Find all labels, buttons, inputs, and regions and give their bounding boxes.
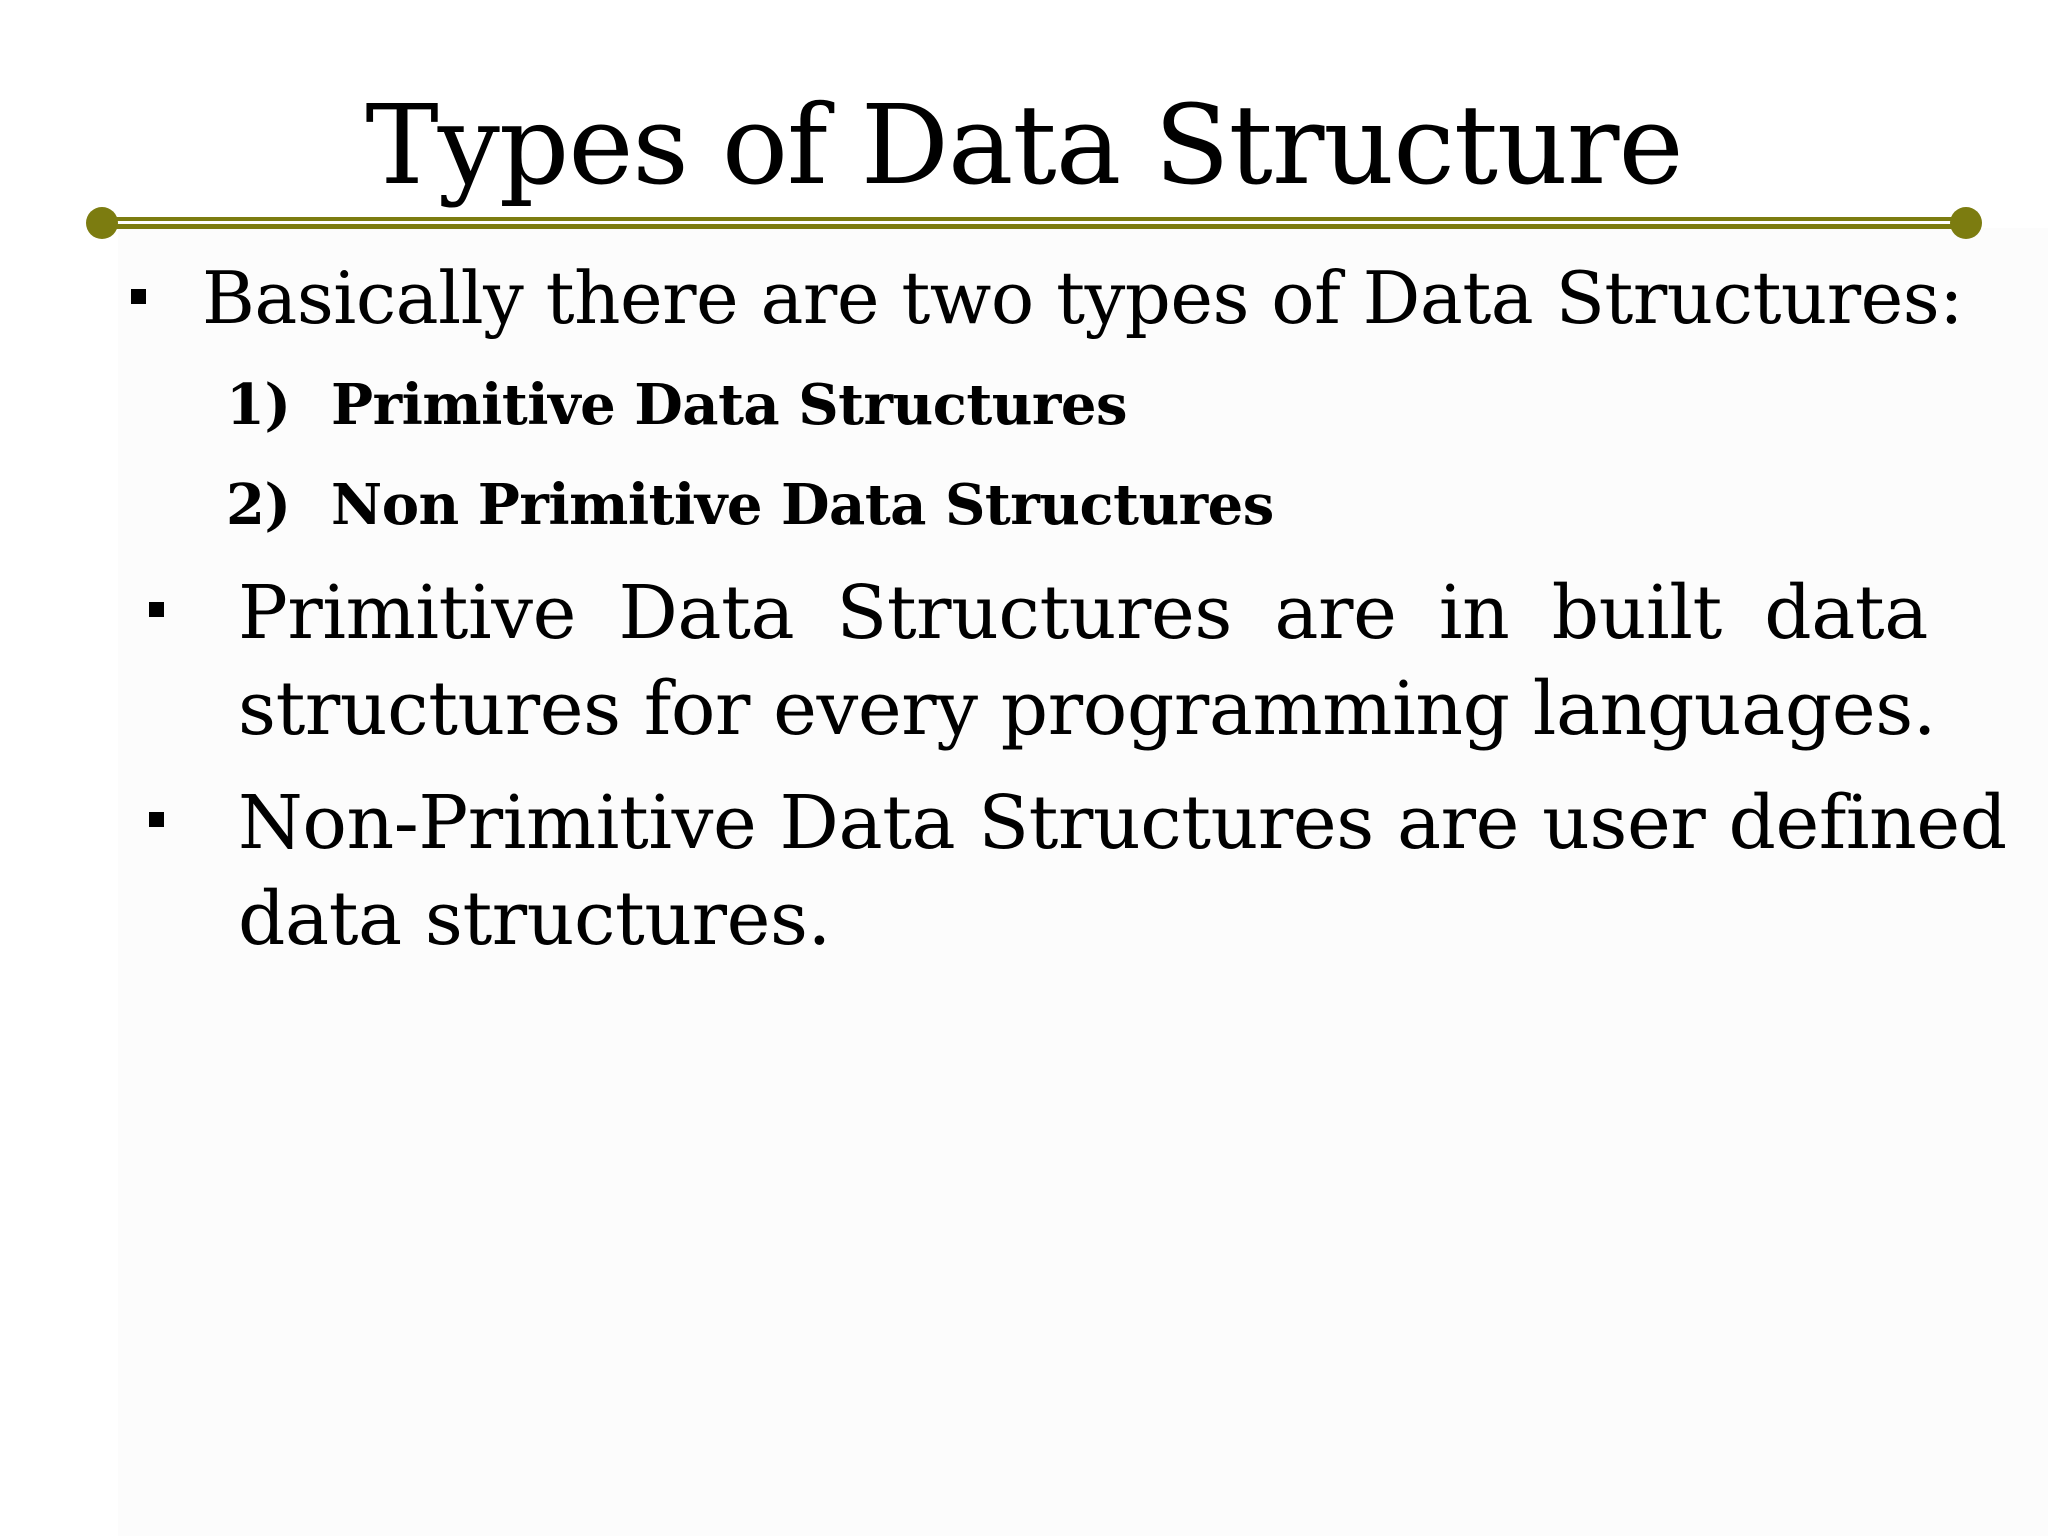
divider-right-dot xyxy=(1950,207,1982,239)
bullet-paragraph-1-marker xyxy=(149,602,164,617)
numbered-item-1-marker: 1) xyxy=(226,372,291,438)
numbered-item-2-marker: 2) xyxy=(226,472,291,538)
divider-left-dot xyxy=(86,207,118,239)
paragraph-non-primitive-line-2: data structures. xyxy=(238,876,831,962)
paragraph-primitive-line-2: structures for every programming languages. xyxy=(238,666,1936,752)
paragraph-non-primitive xyxy=(238,775,2007,967)
numbered-item-1-text: Primitive Data Structures xyxy=(331,372,1128,438)
slide-title: Types of Data Structure xyxy=(365,81,1683,209)
title-divider xyxy=(86,207,1982,239)
paragraph-primitive xyxy=(238,565,1936,757)
bullet-paragraph-2-marker xyxy=(149,812,164,827)
intro-text: Basically there are two types of Data Structures: xyxy=(202,256,1963,340)
divider-line-top xyxy=(102,217,1966,221)
paragraph-non-primitive-line-1: Non-Primitive Data Structures are user defined xyxy=(238,780,2007,866)
numbered-item-2-text: Non Primitive Data Structures xyxy=(331,472,1274,538)
bullet-intro-marker xyxy=(131,289,146,304)
paragraph-primitive-line-1: Primitive Data Structures are in built data xyxy=(238,570,1928,656)
divider-line-bottom xyxy=(102,224,1966,229)
